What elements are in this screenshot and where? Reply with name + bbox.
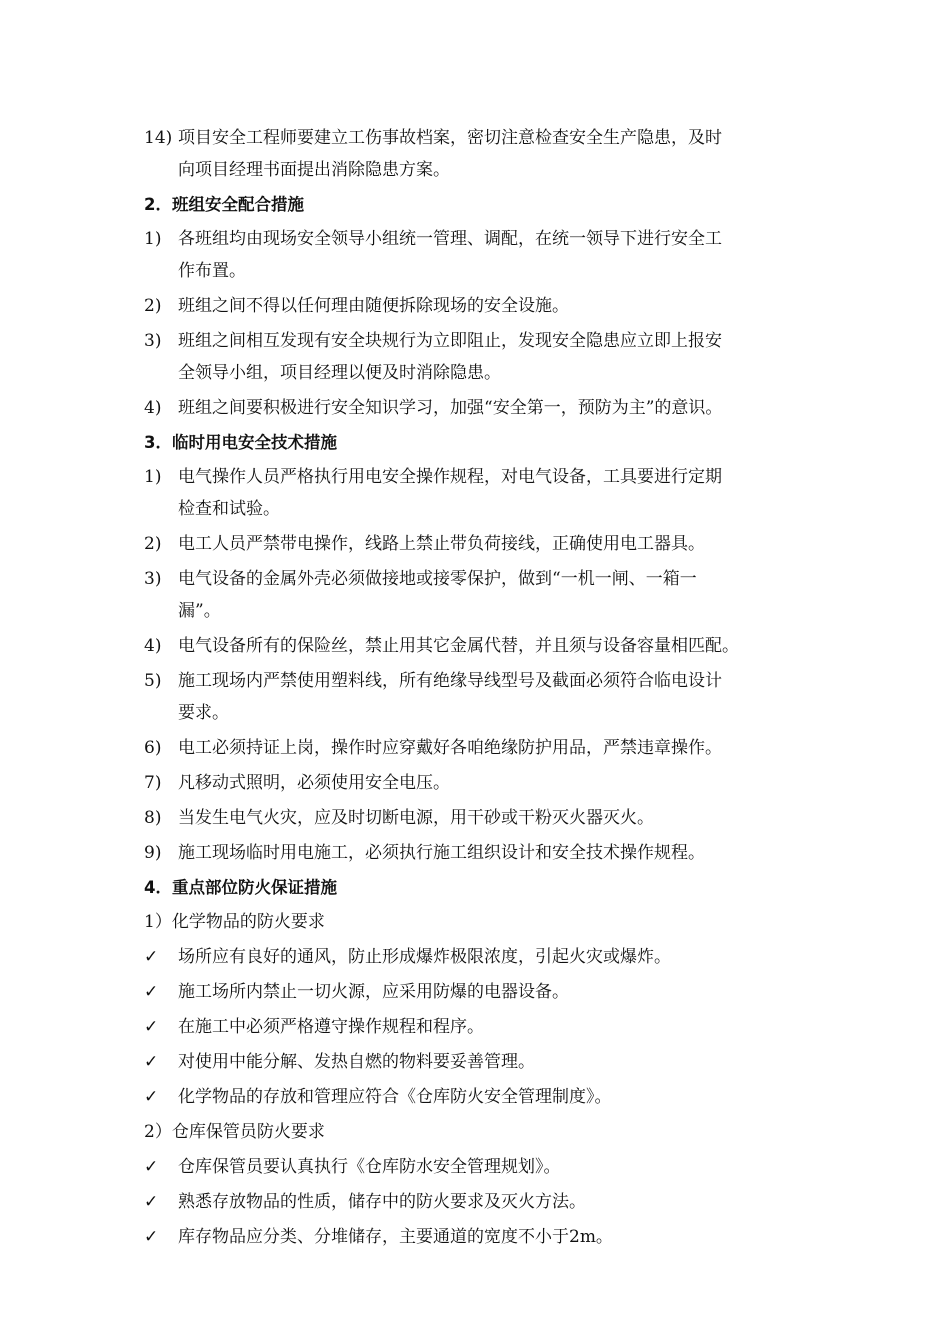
list-item-text: 电工必须持证上岗，操作时应穿戴好各咱绝缘防护用品，严禁违章操作。 bbox=[178, 738, 722, 758]
list-item-continuation: 漏”。 bbox=[178, 601, 221, 621]
list-item-first-line bbox=[144, 461, 809, 493]
checklist-item bbox=[144, 941, 809, 973]
list-item-first-line bbox=[144, 392, 809, 424]
list-item bbox=[144, 325, 809, 389]
list-item-text: 电气操作人员严格执行用电安全操作规程，对电气设备，工具要进行定期 bbox=[178, 467, 722, 487]
document-body bbox=[144, 122, 809, 1256]
checklist-item-text: 化学物品的存放和管理应符合《仓库防火安全管理制度》。 bbox=[178, 1087, 612, 1107]
list-item bbox=[144, 665, 809, 729]
list-item-text: 电气设备所有的保险丝，禁止用其它金属代替，并且须与设备容量相匹配。 bbox=[178, 636, 739, 656]
section bbox=[144, 122, 809, 186]
list-item-number: 6) bbox=[144, 738, 162, 758]
list-item-number: 3) bbox=[144, 331, 162, 351]
list-item bbox=[144, 837, 809, 869]
list-item-text: 电工人员严禁带电操作，线路上禁止带负荷接线，正确使用电工器具。 bbox=[178, 534, 705, 554]
list-item-text: 电气设备的金属外壳必须做接地或接零保护，做到“一机一闸、一箱一 bbox=[178, 569, 697, 589]
list-item-continuation: 检查和试验。 bbox=[178, 499, 280, 519]
checklist-item-text: 仓库保管员要认真执行《仓库防水安全管理规划》。 bbox=[178, 1157, 561, 1177]
list-item-number: 2) bbox=[144, 534, 162, 554]
list-item-first-line bbox=[144, 732, 809, 764]
list-item-first-line bbox=[144, 563, 809, 595]
list-item-number: 4) bbox=[144, 398, 162, 418]
list-item bbox=[144, 392, 809, 424]
check-mark-icon: ✓ bbox=[144, 1087, 159, 1107]
list-item-number: 2) bbox=[144, 296, 162, 316]
list-item bbox=[144, 122, 809, 186]
section-heading: 3．临时用电安全技术措施 bbox=[144, 433, 337, 452]
section bbox=[144, 872, 809, 1253]
checklist-item-text: 场所应有良好的通风，防止形成爆炸极限浓度，引起火灾或爆炸。 bbox=[178, 947, 671, 967]
list-item-text: 施工现场临时用电施工，必须执行施工组织设计和安全技术操作规程。 bbox=[178, 843, 705, 863]
check-mark-icon: ✓ bbox=[144, 1017, 159, 1037]
list-item bbox=[144, 290, 809, 322]
list-item-text: 班组之间不得以任何理由随便拆除现场的安全设施。 bbox=[178, 296, 569, 316]
list-item-number: 8) bbox=[144, 808, 162, 828]
list-item bbox=[144, 528, 809, 560]
checklist-item bbox=[144, 976, 809, 1008]
list-item-continuation: 要求。 bbox=[178, 703, 229, 723]
check-mark-icon: ✓ bbox=[144, 947, 159, 967]
section bbox=[144, 189, 809, 424]
list-item-number: 3) bbox=[144, 569, 162, 589]
list-item bbox=[144, 630, 809, 662]
subsection-heading: 2）仓库保管员防火要求 bbox=[144, 1122, 325, 1142]
list-item-first-line bbox=[144, 665, 809, 697]
list-item-first-line bbox=[144, 630, 809, 662]
list-item-first-line bbox=[144, 290, 809, 322]
list-item bbox=[144, 802, 809, 834]
section-heading: 2．班组安全配合措施 bbox=[144, 195, 304, 214]
list-item-first-line bbox=[144, 223, 809, 255]
list-item-text: 当发生电气火灾，应及时切断电源，用干砂或干粉灭火器灭火。 bbox=[178, 808, 654, 828]
list-item-continuation: 向项目经理书面提出消除隐患方案。 bbox=[178, 160, 450, 180]
subsection-heading: 1）化学物品的防火要求 bbox=[144, 912, 325, 932]
check-mark-icon: ✓ bbox=[144, 982, 159, 1002]
list-item-number: 9) bbox=[144, 843, 162, 863]
list-item-first-line bbox=[144, 767, 809, 799]
list-item-text: 施工现场内严禁使用塑料线，所有绝缘导线型号及截面必须符合临电设计 bbox=[178, 671, 722, 691]
checklist-item bbox=[144, 1186, 809, 1218]
section bbox=[144, 427, 809, 869]
list-item-number: 14) bbox=[144, 128, 173, 148]
list-item-text: 项目安全工程师要建立工伤事故档案，密切注意检查安全生产隐患，及时 bbox=[178, 128, 722, 148]
list-item bbox=[144, 563, 809, 627]
list-item-number: 5) bbox=[144, 671, 162, 691]
checklist-item bbox=[144, 1151, 809, 1183]
checklist-item bbox=[144, 1081, 809, 1113]
checklist-item bbox=[144, 1011, 809, 1043]
list-item-first-line bbox=[144, 837, 809, 869]
section-heading: 4．重点部位防火保证措施 bbox=[144, 878, 337, 897]
list-item bbox=[144, 732, 809, 764]
list-item-number: 1) bbox=[144, 467, 162, 487]
checklist-item bbox=[144, 1046, 809, 1078]
list-item-number: 7) bbox=[144, 773, 162, 793]
checklist-item bbox=[144, 1221, 809, 1253]
list-item bbox=[144, 223, 809, 287]
checklist-item-text: 熟悉存放物品的性质，储存中的防火要求及灭火方法。 bbox=[178, 1192, 586, 1212]
list-item-text: 班组之间要积极进行安全知识学习，加强“安全第一，预防为主”的意识。 bbox=[178, 398, 723, 418]
list-item-text: 班组之间相互发现有安全块规行为立即阻止，发现安全隐患应立即上报安 bbox=[178, 331, 722, 351]
check-mark-icon: ✓ bbox=[144, 1227, 159, 1247]
checklist-item-text: 对使用中能分解、发热自燃的物料要妥善管理。 bbox=[178, 1052, 535, 1072]
checklist-item-text: 施工场所内禁止一切火源，应采用防爆的电器设备。 bbox=[178, 982, 569, 1002]
list-item bbox=[144, 767, 809, 799]
list-item-continuation: 作布置。 bbox=[178, 261, 246, 281]
list-item-first-line bbox=[144, 528, 809, 560]
list-item-text: 凡移动式照明，必须使用安全电压。 bbox=[178, 773, 450, 793]
list-item-number: 4) bbox=[144, 636, 162, 656]
check-mark-icon: ✓ bbox=[144, 1157, 159, 1177]
checklist-item-text: 在施工中必须严格遵守操作规程和程序。 bbox=[178, 1017, 484, 1037]
list-item-text: 各班组均由现场安全领导小组统一管理、调配，在统一领导下进行安全工 bbox=[178, 229, 722, 249]
list-item-first-line bbox=[144, 122, 809, 154]
list-item-continuation: 全领导小组，项目经理以便及时消除隐患。 bbox=[178, 363, 501, 383]
list-item bbox=[144, 461, 809, 525]
list-item-first-line bbox=[144, 325, 809, 357]
check-mark-icon: ✓ bbox=[144, 1192, 159, 1212]
list-item-number: 1) bbox=[144, 229, 162, 249]
checklist-item-text: 库存物品应分类、分堆储存，主要通道的宽度不小于2m。 bbox=[178, 1227, 613, 1247]
list-item-first-line bbox=[144, 802, 809, 834]
check-mark-icon: ✓ bbox=[144, 1052, 159, 1072]
